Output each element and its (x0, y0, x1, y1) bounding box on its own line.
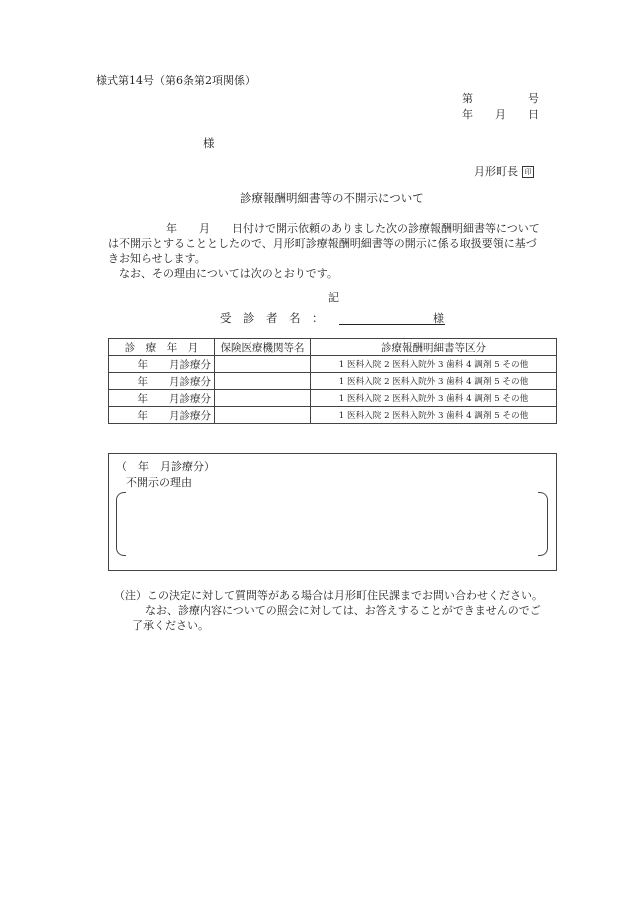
row-institution (215, 390, 311, 407)
row-date: 年 月診療分 (109, 373, 215, 390)
row-institution (215, 407, 311, 424)
reason-period: （ 年 月診療分） (116, 460, 215, 473)
addressee-honorific: 様 (203, 136, 215, 150)
row-date: 年 月診療分 (109, 356, 215, 373)
sender (474, 163, 534, 179)
reason-label: 不開示の理由 (126, 476, 192, 489)
document-number: 第 号 (462, 92, 539, 105)
note-line-2: なお、診療内容についての照会に対しては、お答えすることができませんのでご (145, 604, 541, 617)
column-header-category: 診療報酬明細書等区分 (311, 339, 557, 356)
note-line-3: 了承ください。 (132, 619, 209, 632)
table-row (109, 390, 557, 407)
row-category: 1 医科入院 2 医科入院外 3 歯科 4 調剤 5 その他 (311, 390, 557, 407)
body-line-4: なお、その理由については次のとおりです。 (119, 267, 338, 280)
right-bracket (538, 492, 548, 556)
column-header-date: 診 療 年 月 (109, 339, 215, 356)
table-row (109, 407, 557, 424)
row-date: 年 月診療分 (109, 407, 215, 424)
patient-suffix: 様 (433, 312, 444, 325)
row-institution (215, 356, 311, 373)
body-line-1: 年 月 日付けで開示依頼のありました次の診療報酬明細書等について (166, 222, 540, 235)
table-row (109, 356, 557, 373)
form-number: 様式第14号（第6条第2項関係） (96, 74, 256, 87)
column-header-institution: 保険医療機関等名 (215, 339, 311, 356)
row-category: 1 医科入院 2 医科入院外 3 歯科 4 調剤 5 その他 (311, 373, 557, 390)
body-line-2: は不開示とすることとしたので、月形町診療報酬明細書等の開示に係る取扱要領に基づ (108, 237, 537, 250)
row-institution (215, 373, 311, 390)
row-category: 1 医科入院 2 医科入院外 3 歯科 4 調剤 5 その他 (311, 356, 557, 373)
seal-icon: 印 (522, 166, 534, 178)
left-bracket (116, 492, 126, 556)
page-title: 診療報酬明細書等の不開示について (240, 191, 424, 205)
claims-table (108, 338, 557, 424)
patient-label: 受 診 者 名 ： (220, 311, 324, 325)
row-date: 年 月診療分 (109, 390, 215, 407)
ki-heading: 記 (328, 291, 339, 304)
table-header-row (109, 339, 557, 356)
patient-name-underline (339, 324, 445, 325)
issue-date: 年 月 日 (462, 108, 539, 121)
body-line-3: きお知らせします。 (108, 252, 206, 265)
note-line-1: （注）この決定に対して質問等がある場合は月形町住民課までお問い合わせください。 (114, 589, 543, 602)
table-row (109, 373, 557, 390)
sender-name: 月形町長 (474, 165, 518, 178)
row-category: 1 医科入院 2 医科入院外 3 歯科 4 調剤 5 その他 (311, 407, 557, 424)
